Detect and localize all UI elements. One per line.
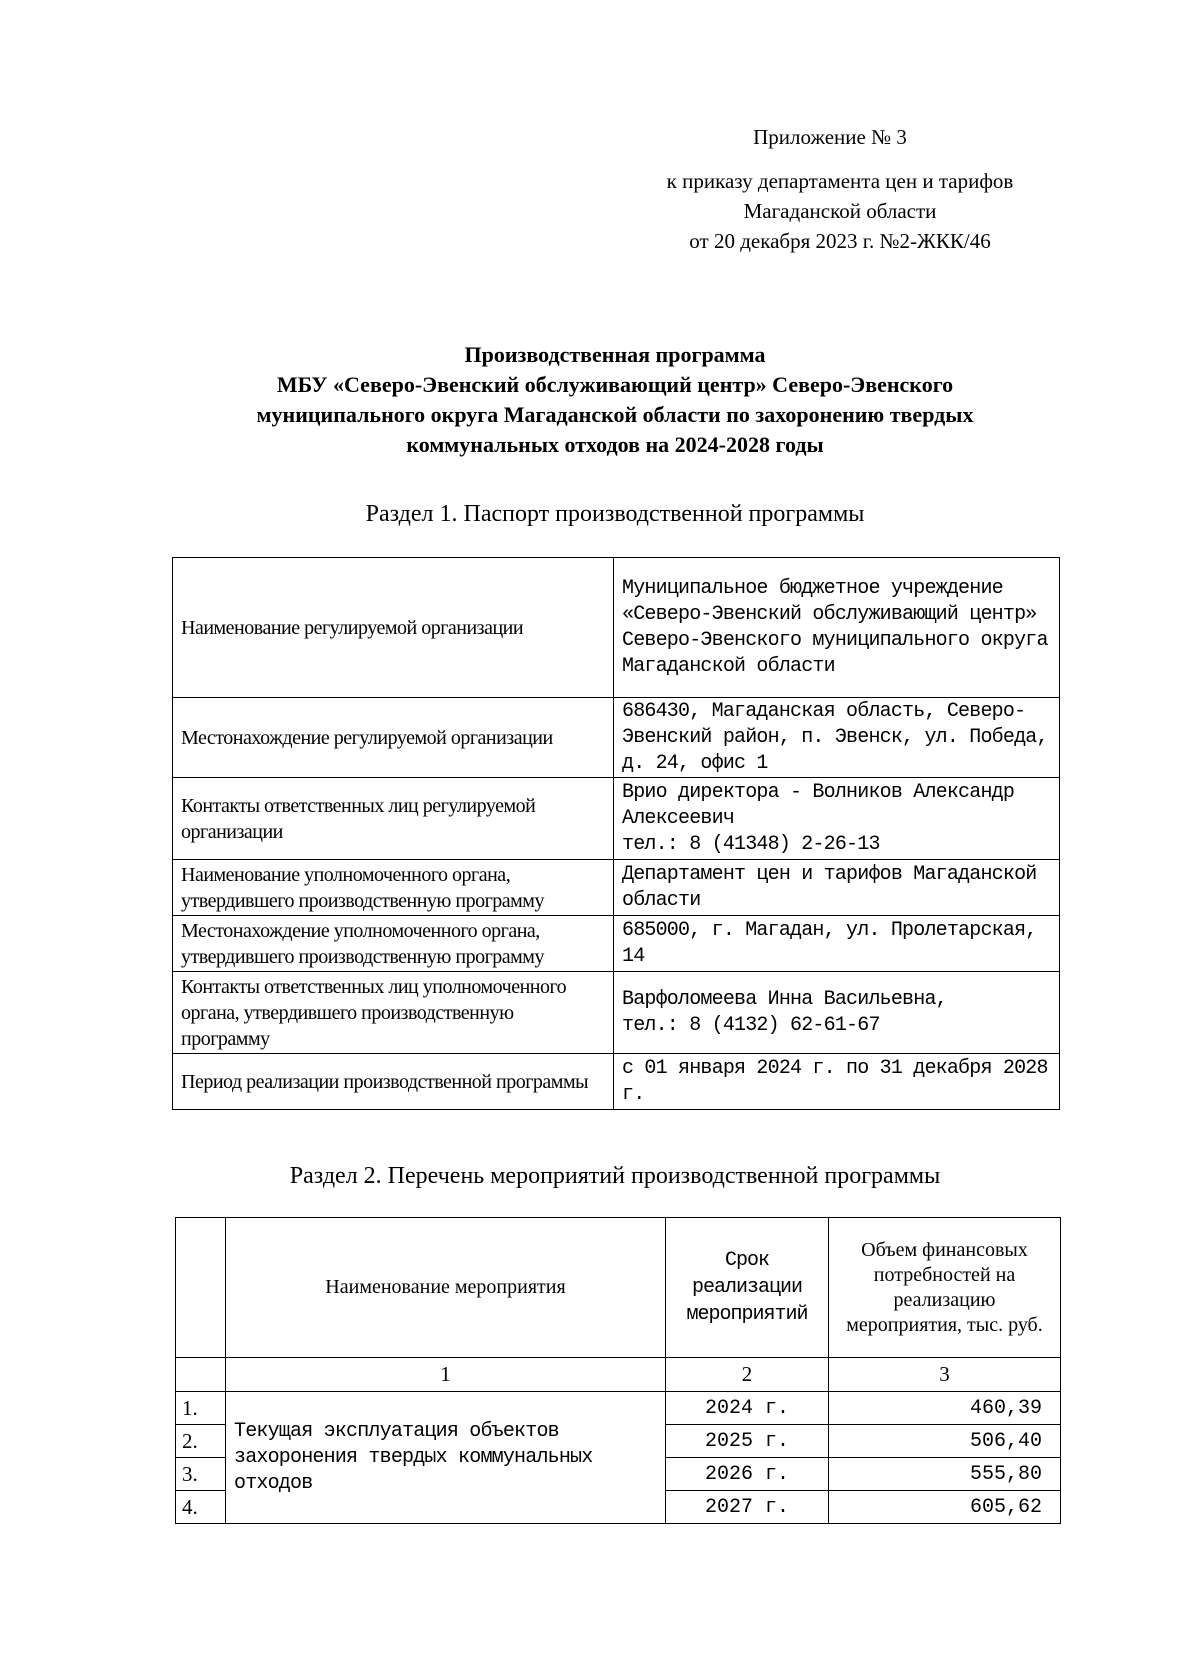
order-line-3: от 20 декабря 2023 г. №2-ЖКК/46 bbox=[689, 229, 991, 253]
passport-label: Местонахождение уполномоченного органа, утвердившего производственную программу bbox=[173, 916, 614, 972]
appendix-block bbox=[640, 122, 1040, 256]
activity-name: Текущая эксплуатация объектов захоронения твердых коммунальных отходов bbox=[226, 1392, 666, 1524]
passport-phone: тел.: 8 (41348) 2-26-13 bbox=[622, 832, 880, 856]
table-row bbox=[173, 916, 1060, 972]
row-number: 4. bbox=[176, 1491, 226, 1524]
row-value: 605,62 bbox=[829, 1491, 1061, 1524]
passport-label: Наименование уполномоченного органа, утвердившего производственную программу bbox=[173, 860, 614, 916]
table-header-row bbox=[176, 1218, 1061, 1358]
column-number: 3 bbox=[829, 1358, 1061, 1392]
row-year: 2026 г. bbox=[666, 1458, 829, 1491]
document-title bbox=[150, 340, 1080, 460]
table-row bbox=[176, 1392, 1061, 1425]
column-number: 2 bbox=[666, 1358, 829, 1392]
row-number: 3. bbox=[176, 1458, 226, 1491]
section-2-heading: Раздел 2. Перечень мероприятий производственной программы bbox=[289, 1163, 941, 1189]
order-line-1: к приказу департамента цен и тарифов bbox=[666, 169, 1014, 193]
row-number: 2. bbox=[176, 1425, 226, 1458]
passport-label: Период реализации производственной программы bbox=[173, 1054, 614, 1110]
passport-phone: тел.: 8 (4132) 62-61-67 bbox=[622, 1013, 880, 1037]
passport-value: Варфоломеева Инна Васильевна, bbox=[622, 987, 947, 1011]
table-row bbox=[173, 778, 1060, 860]
passport-label: Контакты ответственных лиц уполномоченного органа, утвердившего производственную программу bbox=[173, 972, 614, 1054]
passport-label: Местонахождение регулируемой организации bbox=[173, 698, 614, 778]
row-value: 555,80 bbox=[829, 1458, 1061, 1491]
number-empty-cell bbox=[176, 1358, 226, 1392]
passport-value: Муниципальное бюджетное учреждение «Северо-Эвенский обслуживающий центр» Северо-Эвенского муниципального округа Магаданской области bbox=[614, 558, 1060, 698]
title-line-1: Производственная программа bbox=[464, 342, 766, 367]
row-year: 2027 г. bbox=[666, 1491, 829, 1524]
row-number: 1. bbox=[176, 1392, 226, 1425]
table-row bbox=[173, 698, 1060, 778]
row-year: 2024 г. bbox=[666, 1392, 829, 1425]
passport-value: 686430, Магаданская область, Северо-Эвенский район, п. Эвенск, ул. Победа, д. 24, офис 1 bbox=[614, 698, 1060, 778]
row-year: 2025 г. bbox=[666, 1425, 829, 1458]
passport-value-cell bbox=[614, 778, 1060, 860]
column-number: 1 bbox=[226, 1358, 666, 1392]
title-line-2: МБУ «Северо-Эвенский обслуживающий центр» Северо-Эвенского bbox=[276, 372, 954, 397]
table-row bbox=[173, 558, 1060, 698]
header-activity-name: Наименование мероприятия bbox=[226, 1218, 666, 1358]
table-row bbox=[173, 860, 1060, 916]
passport-label: Наименование регулируемой организации bbox=[173, 558, 614, 698]
column-number-row bbox=[176, 1358, 1061, 1392]
passport-value: Врио директора - Волников Александр Алексеевич bbox=[622, 780, 1015, 830]
order-line-2: Магаданской области bbox=[743, 199, 937, 223]
header-empty-cell bbox=[176, 1218, 226, 1358]
title-line-4: коммунальных отходов на 2024-2028 годы bbox=[406, 432, 824, 457]
header-volume: Объем финансовых потребностей на реализацию мероприятия, тыс. руб. bbox=[829, 1218, 1061, 1358]
header-term: Срок реализации мероприятий bbox=[666, 1218, 829, 1358]
passport-value: Департамент цен и тарифов Магаданской области bbox=[614, 860, 1060, 916]
passport-value-cell bbox=[614, 972, 1060, 1054]
row-value: 460,39 bbox=[829, 1392, 1061, 1425]
activities-table bbox=[175, 1217, 1061, 1524]
section-1-heading: Раздел 1. Паспорт производственной программы bbox=[365, 501, 865, 527]
appendix-number: Приложение № 3 bbox=[753, 125, 907, 149]
passport-value: с 01 января 2024 г. по 31 декабря 2028 г. bbox=[614, 1054, 1060, 1110]
table-row bbox=[173, 1054, 1060, 1110]
passport-table bbox=[172, 557, 1060, 1110]
table-row bbox=[173, 972, 1060, 1054]
title-line-3: муниципального округа Магаданской области по захоронению твердых bbox=[256, 402, 974, 427]
row-value: 506,40 bbox=[829, 1425, 1061, 1458]
passport-label: Контакты ответственных лиц регулируемой организации bbox=[173, 778, 614, 860]
passport-value: 685000, г. Магадан, ул. Пролетарская, 14 bbox=[614, 916, 1060, 972]
